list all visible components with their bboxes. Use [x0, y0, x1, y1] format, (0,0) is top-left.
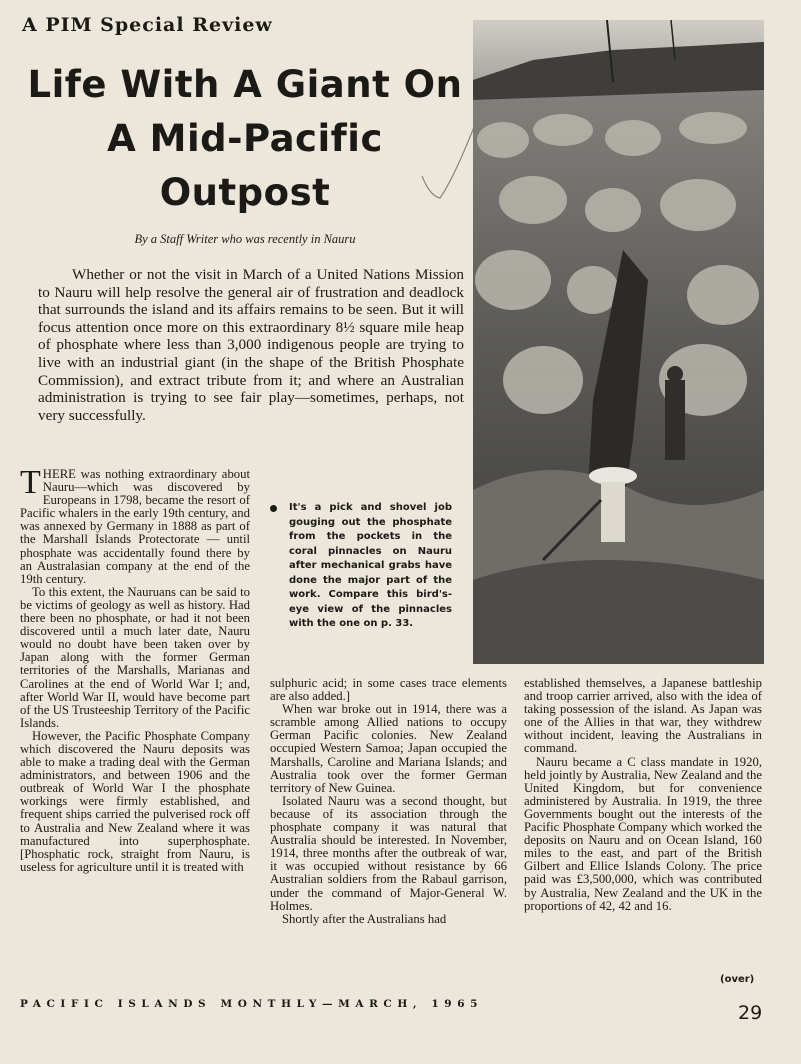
phosphate-mining-photo	[473, 20, 764, 664]
article-column-2	[270, 677, 507, 926]
article-paragraph: Shortly after the Australians had	[282, 911, 447, 926]
headline: Life With A Giant On A Mid-Pacific Outpost	[27, 63, 463, 214]
article-paragraph: Isolated Nauru was a second thought, but because of its association through the phosphate company it was natural that Australia should be interested. In November, 1914, three months after the outbreak of war, it was occupied without resistance by 66 Australian soldiers from the Rabaul garrison, under the command of Major-General W. Holmes.	[270, 793, 507, 913]
article-paragraph: THERE was nothing extraordinary about Nauru—which was discovered by Europeans in 1798, became the resort of Pacific whalers in the early 19th century, and was annexed by Germany in 1888 as part of the Marshall Islands Protectorate — until phosphate was accidentally found there by an Australasian company at the end of the 19th century.	[20, 464, 250, 586]
drop-cap: T	[20, 464, 41, 501]
photo-caption	[272, 501, 452, 632]
second-worker-figure	[665, 366, 685, 460]
byline: By a Staff Writer who was recently in Nauru	[134, 232, 356, 246]
page-number: 29	[738, 1002, 763, 1024]
intro-paragraph: Whether or not the visit in March of a United Nations Mission to Nauru will help resolve the general air of frustration and deadlock that surrounds the island and its affairs remains to be seen. But it will focus attention once more on this extraordinary 8½ square mile heap of phosphate where less than 3,000 indigenous people are trying to live with an industrial giant (in the shape of the British Phosphate Commission), and extract tribute from it; and where an Australian administration is trying to see fair play—sometimes, perhaps, not very successfully.	[38, 266, 464, 424]
photo-caption-text: It's a pick and shovel job gouging out the phosphate from the pockets in the coral pinnacles on Nauru after mechanical grabs have done the major part of the work. Compare this bird's-eye view of the pinnacles with the one on p. 33.	[289, 502, 452, 629]
article-paragraph: Nauru became a C class mandate in 1920, held jointly by Australia, New Zealand and the United Kingdom, but for convenience administered by Australia. In 1919, the three Governments bought out the interests of the Pacific Phosphate Company which worked the deposits on Nauru and on Ocean Island, 160 miles to the east, and part of the British Gilbert and Ellice Islands Colony. The price paid was £3,500,000, which was contributed by Australia, New Zealand and the UK in the proportions of 42, 42 and 16.	[524, 754, 762, 913]
article-paragraph: sulphuric acid; in some cases trace elements are also added.]	[270, 676, 507, 704]
pen-tick-mark	[420, 118, 480, 208]
continued-over-label: (over)	[720, 974, 755, 985]
article-paragraph: established themselves, a Japanese battleship and troop carrier arrived, also with the idea of taking possession of the island. As Japan was one of the Allies in that war, they withdrew without incident, leaving the Australians in command.	[524, 676, 762, 756]
article-paragraph: To this extent, the Nauruans can be said to be victims of geology as well as history. Had there been no phosphate, or had it not been discovered until a much later date, Nauru would no doubt have been taken over by Japan along with the former German territories of the Marshalls, Marianas and Carolines at the end of World War I; and, after World War II, would have become part of the US Trusteeship Territory of the Pacific Islands.	[20, 584, 250, 730]
section-label: A PIM Special Review	[22, 14, 273, 36]
article-paragraph: When war broke out in 1914, there was a scramble among Allied nations to occupy German Pacific colonies. New Zealand occupied Western Samoa; Japan occupied the Marshalls, Caroline and Mariana Islands; and Australia took over the former German territory of New Guinea.	[270, 702, 507, 795]
article-column-3	[524, 677, 762, 913]
article-paragraph: However, the Pacific Phosphate Company which discovered the Nauru deposits was able to make a trading deal with the German administrators, and between 1906 and the outbreak of World War I the phosphate workings were firmly established, and frequent ships carried the pulverised rock off to Australia and New Zealand where it was manufactured into superphosphate. [Phosphatic rock, straight from Nauru, is useless for agriculture until it is treated with	[20, 728, 250, 874]
article-column-1	[20, 464, 250, 874]
running-footer: PACIFIC ISLANDS MONTHLY—MARCH, 1965	[20, 998, 484, 1010]
bullet-icon	[270, 505, 277, 512]
